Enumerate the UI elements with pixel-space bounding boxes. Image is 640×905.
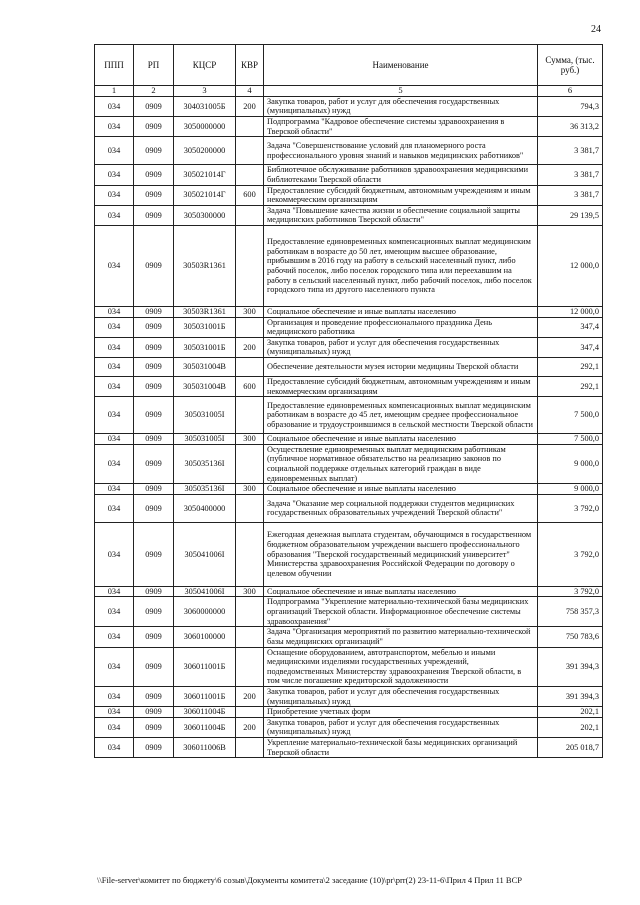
cell-kvr bbox=[236, 317, 264, 337]
cell-rp: 0909 bbox=[134, 225, 174, 306]
cell-ppp: 034 bbox=[95, 306, 134, 317]
cell-kvr: 300 bbox=[236, 484, 264, 495]
cell-ppp: 034 bbox=[95, 686, 134, 706]
cell-kvr: 600 bbox=[236, 377, 264, 397]
cell-rp: 0909 bbox=[134, 117, 174, 137]
table-row bbox=[95, 185, 603, 205]
cell-name: Социальное обеспечение и иные выплаты населению bbox=[264, 586, 538, 597]
cell-rp: 0909 bbox=[134, 165, 174, 185]
table-row bbox=[95, 717, 603, 737]
cell-rp: 0909 bbox=[134, 96, 174, 116]
cell-ppp: 034 bbox=[95, 586, 134, 597]
cell-sum: 292,1 bbox=[538, 377, 603, 397]
cell-sum: 202,1 bbox=[538, 707, 603, 718]
cell-ppp: 034 bbox=[95, 165, 134, 185]
cell-kcsr: 305035136I bbox=[174, 484, 236, 495]
cell-name: Социальное обеспечение и иные выплаты населению bbox=[264, 306, 538, 317]
cell-rp: 0909 bbox=[134, 434, 174, 445]
cell-kvr: 200 bbox=[236, 96, 264, 116]
cell-kcsr: 306011001Б bbox=[174, 686, 236, 706]
cell-kcsr: 306011006В bbox=[174, 738, 236, 758]
cell-sum: 205 018,7 bbox=[538, 738, 603, 758]
cell-rp: 0909 bbox=[134, 717, 174, 737]
header-ppp: ППП bbox=[95, 45, 134, 86]
cell-kcsr: 305031005I bbox=[174, 397, 236, 434]
cell-kcsr: 305031004В bbox=[174, 377, 236, 397]
cell-name: Закупка товаров, работ и услуг для обеспечения государственных (муниципальных) нужд bbox=[264, 96, 538, 116]
cell-ppp: 034 bbox=[95, 707, 134, 718]
cell-kcsr: 30503R1361 bbox=[174, 225, 236, 306]
page-number: 24 bbox=[591, 24, 601, 35]
column-number: 3 bbox=[174, 86, 236, 97]
cell-kvr bbox=[236, 738, 264, 758]
cell-rp: 0909 bbox=[134, 137, 174, 165]
table-body bbox=[95, 96, 603, 757]
cell-kvr: 200 bbox=[236, 337, 264, 357]
cell-name: Ежегодная денежная выплата студентам, обучающимся в государственном бюджетном образовательном учреждении высшего профессионального образования "Тверской государственный медицинский университет" Министерства здравоохранения Российской Федерации по договору о целевом обучении bbox=[264, 522, 538, 586]
cell-name: Задача "Повышение качества жизни и обеспечение социальной защиты медицинских работников Тверской области" bbox=[264, 205, 538, 225]
cell-kvr bbox=[236, 397, 264, 434]
table-row bbox=[95, 686, 603, 706]
table-row bbox=[95, 647, 603, 686]
cell-kcsr: 305035136I bbox=[174, 444, 236, 483]
cell-name: Укрепление материально-технической базы медицинских организаций Тверской области bbox=[264, 738, 538, 758]
table-row bbox=[95, 522, 603, 586]
cell-kcsr: 306011001Б bbox=[174, 647, 236, 686]
cell-sum: 3 381,7 bbox=[538, 185, 603, 205]
cell-kcsr: 3060100000 bbox=[174, 627, 236, 647]
table-row bbox=[95, 96, 603, 116]
cell-ppp: 034 bbox=[95, 738, 134, 758]
cell-ppp: 034 bbox=[95, 225, 134, 306]
cell-kcsr: 306011004Б bbox=[174, 707, 236, 718]
table-row bbox=[95, 117, 603, 137]
cell-rp: 0909 bbox=[134, 205, 174, 225]
cell-rp: 0909 bbox=[134, 317, 174, 337]
cell-kvr: 300 bbox=[236, 306, 264, 317]
header-kcsr: КЦСР bbox=[174, 45, 236, 86]
table-row bbox=[95, 205, 603, 225]
cell-ppp: 034 bbox=[95, 358, 134, 377]
cell-kcsr: 30503R1361 bbox=[174, 306, 236, 317]
cell-kvr bbox=[236, 137, 264, 165]
cell-rp: 0909 bbox=[134, 306, 174, 317]
cell-name: Закупка товаров, работ и услуг для обеспечения государственных (муниципальных) нужд bbox=[264, 717, 538, 737]
cell-name: Задача "Совершенствование условий для планомерного роста профессионального уровня знаний и навыков медицинских работников" bbox=[264, 137, 538, 165]
cell-sum: 292,1 bbox=[538, 358, 603, 377]
cell-kvr bbox=[236, 165, 264, 185]
cell-name: Социальное обеспечение и иные выплаты населению bbox=[264, 484, 538, 495]
cell-rp: 0909 bbox=[134, 738, 174, 758]
table-row bbox=[95, 317, 603, 337]
table-row bbox=[95, 597, 603, 627]
cell-sum: 9 000,0 bbox=[538, 484, 603, 495]
table-row bbox=[95, 738, 603, 758]
cell-kvr: 600 bbox=[236, 185, 264, 205]
cell-name: Задача "Организация мероприятий по развитию материально-технической базы медицинских организаций" bbox=[264, 627, 538, 647]
cell-rp: 0909 bbox=[134, 377, 174, 397]
table-row bbox=[95, 337, 603, 357]
cell-ppp: 034 bbox=[95, 494, 134, 522]
cell-sum: 758 357,3 bbox=[538, 597, 603, 627]
table-row bbox=[95, 137, 603, 165]
table-row bbox=[95, 225, 603, 306]
cell-sum: 347,4 bbox=[538, 337, 603, 357]
cell-kvr bbox=[236, 522, 264, 586]
cell-ppp: 034 bbox=[95, 717, 134, 737]
cell-sum: 202,1 bbox=[538, 717, 603, 737]
file-path-footer: \\File-server\комитет по бюджету\6 созыв\Документы комитета\2 заседание (10)\pr\prr(2) 23-11-6\Прил 4 Прил 11 ВСР bbox=[97, 875, 522, 885]
column-number: 4 bbox=[236, 86, 264, 97]
cell-name: Закупка товаров, работ и услуг для обеспечения государственных (муниципальных) нужд bbox=[264, 337, 538, 357]
budget-table bbox=[94, 44, 603, 758]
header-kvr: КВР bbox=[236, 45, 264, 86]
cell-kcsr: 305041006I bbox=[174, 522, 236, 586]
cell-rp: 0909 bbox=[134, 397, 174, 434]
cell-ppp: 034 bbox=[95, 205, 134, 225]
cell-kcsr: 305031004В bbox=[174, 358, 236, 377]
cell-kcsr: 305031001Б bbox=[174, 337, 236, 357]
cell-kcsr: 3060000000 bbox=[174, 597, 236, 627]
cell-kvr bbox=[236, 358, 264, 377]
cell-kcsr: 305021014Г bbox=[174, 185, 236, 205]
table-row bbox=[95, 484, 603, 495]
cell-sum: 794,3 bbox=[538, 96, 603, 116]
cell-ppp: 034 bbox=[95, 627, 134, 647]
cell-ppp: 034 bbox=[95, 522, 134, 586]
cell-rp: 0909 bbox=[134, 444, 174, 483]
cell-name: Закупка товаров, работ и услуг для обеспечения государственных (муниципальных) нужд bbox=[264, 686, 538, 706]
cell-kcsr: 305031001Б bbox=[174, 317, 236, 337]
cell-kcsr: 3050300000 bbox=[174, 205, 236, 225]
cell-rp: 0909 bbox=[134, 686, 174, 706]
cell-rp: 0909 bbox=[134, 494, 174, 522]
table-row bbox=[95, 306, 603, 317]
header-sum: Сумма, (тыс. руб.) bbox=[538, 45, 603, 86]
cell-kvr bbox=[236, 647, 264, 686]
cell-name: Социальное обеспечение и иные выплаты населению bbox=[264, 434, 538, 445]
cell-kcsr: 304031005Б bbox=[174, 96, 236, 116]
cell-ppp: 034 bbox=[95, 444, 134, 483]
table-row bbox=[95, 397, 603, 434]
cell-ppp: 034 bbox=[95, 317, 134, 337]
cell-name: Предоставление единовременных компенсационных выплат медицинским работникам в возрасте до 50 лет, имеющим высшее образование, прибывшим в 2016 году на работу в сельский населенный пункт, либо рабочий поселок, либо поселок городского типа или переехавшим на работу в сельский населенный пункт, либо рабочий поселок, либо поселок городского типа из другого населенного пункта bbox=[264, 225, 538, 306]
cell-rp: 0909 bbox=[134, 358, 174, 377]
cell-sum: 12 000,0 bbox=[538, 306, 603, 317]
cell-kvr: 300 bbox=[236, 434, 264, 445]
cell-kvr bbox=[236, 117, 264, 137]
cell-sum: 29 139,5 bbox=[538, 205, 603, 225]
cell-kcsr: 305021014Г bbox=[174, 165, 236, 185]
cell-rp: 0909 bbox=[134, 522, 174, 586]
column-numbers-row bbox=[95, 86, 603, 97]
cell-sum: 391 394,3 bbox=[538, 647, 603, 686]
cell-ppp: 034 bbox=[95, 647, 134, 686]
column-number: 5 bbox=[264, 86, 538, 97]
column-number: 2 bbox=[134, 86, 174, 97]
cell-ppp: 034 bbox=[95, 96, 134, 116]
cell-kcsr: 306011004Б bbox=[174, 717, 236, 737]
cell-sum: 12 000,0 bbox=[538, 225, 603, 306]
cell-name: Библиотечное обслуживание работников здравоохранения медицинскими библиотеками Тверской области bbox=[264, 165, 538, 185]
table-row bbox=[95, 434, 603, 445]
cell-kvr: 200 bbox=[236, 717, 264, 737]
cell-name: Организация и проведение профессионального праздника День медицинского работника bbox=[264, 317, 538, 337]
cell-ppp: 034 bbox=[95, 377, 134, 397]
table-row bbox=[95, 377, 603, 397]
column-number: 6 bbox=[538, 86, 603, 97]
cell-kvr bbox=[236, 494, 264, 522]
cell-kvr: 200 bbox=[236, 686, 264, 706]
cell-sum: 9 000,0 bbox=[538, 444, 603, 483]
table-row bbox=[95, 627, 603, 647]
column-number: 1 bbox=[95, 86, 134, 97]
cell-kvr: 300 bbox=[236, 586, 264, 597]
cell-kcsr: 3050200000 bbox=[174, 137, 236, 165]
cell-kvr bbox=[236, 597, 264, 627]
cell-kvr bbox=[236, 707, 264, 718]
table-row bbox=[95, 165, 603, 185]
cell-sum: 347,4 bbox=[538, 317, 603, 337]
header-rp: РП bbox=[134, 45, 174, 86]
cell-name: Предоставление субсидий бюджетным, автономным учреждениям и иным некоммерческим организациям bbox=[264, 377, 538, 397]
cell-kvr bbox=[236, 627, 264, 647]
cell-kcsr: 3050000000 bbox=[174, 117, 236, 137]
cell-ppp: 034 bbox=[95, 337, 134, 357]
cell-name: Предоставление субсидий бюджетным, автономным учреждениям и иным некоммерческим организациям bbox=[264, 185, 538, 205]
cell-ppp: 034 bbox=[95, 117, 134, 137]
cell-rp: 0909 bbox=[134, 337, 174, 357]
cell-name: Задача "Оказание мер социальной поддержки студентов медицинских государственных образовательных учреждений Тверской области" bbox=[264, 494, 538, 522]
cell-name: Предоставление единовременных компенсационных выплат медицинским работникам в возрасте до 45 лет, имеющим среднее профессиональное образование и трудоустроившимся в сельской местности Тверской области bbox=[264, 397, 538, 434]
table-header-row bbox=[95, 45, 603, 86]
cell-ppp: 034 bbox=[95, 397, 134, 434]
cell-kcsr: 3050400000 bbox=[174, 494, 236, 522]
cell-rp: 0909 bbox=[134, 597, 174, 627]
table-row bbox=[95, 494, 603, 522]
cell-rp: 0909 bbox=[134, 185, 174, 205]
cell-rp: 0909 bbox=[134, 647, 174, 686]
cell-ppp: 034 bbox=[95, 185, 134, 205]
table-row bbox=[95, 444, 603, 483]
cell-name: Обеспечение деятельности музея истории медицины Тверской области bbox=[264, 358, 538, 377]
cell-sum: 3 792,0 bbox=[538, 494, 603, 522]
table-row bbox=[95, 586, 603, 597]
cell-name: Подпрограмма "Кадровое обеспечение системы здравоохранения в Тверской области" bbox=[264, 117, 538, 137]
cell-sum: 391 394,3 bbox=[538, 686, 603, 706]
cell-sum: 3 381,7 bbox=[538, 137, 603, 165]
cell-kvr bbox=[236, 205, 264, 225]
cell-sum: 3 792,0 bbox=[538, 522, 603, 586]
header-name: Наименование bbox=[264, 45, 538, 86]
cell-name: Приобретение учетных форм bbox=[264, 707, 538, 718]
cell-rp: 0909 bbox=[134, 484, 174, 495]
cell-name: Оснащение оборудованием, автотранспортом, мебелью и иными медицинскими изделиями государственных учреждений, подведомственных Министерству здравоохранения Тверской области, в том числе погашение кредиторской задолженности bbox=[264, 647, 538, 686]
cell-sum: 7 500,0 bbox=[538, 397, 603, 434]
cell-ppp: 034 bbox=[95, 434, 134, 445]
cell-ppp: 034 bbox=[95, 137, 134, 165]
cell-ppp: 034 bbox=[95, 597, 134, 627]
table-row bbox=[95, 358, 603, 377]
cell-rp: 0909 bbox=[134, 586, 174, 597]
cell-sum: 3 792,0 bbox=[538, 586, 603, 597]
cell-sum: 36 313,2 bbox=[538, 117, 603, 137]
cell-name: Осуществление единовременных выплат медицинским работникам (публичное нормативное обязательство на реализацию законов по социальной поддержке отдельных категорий граждан в виде единовременных выплат) bbox=[264, 444, 538, 483]
cell-sum: 3 381,7 bbox=[538, 165, 603, 185]
cell-rp: 0909 bbox=[134, 707, 174, 718]
table-row bbox=[95, 707, 603, 718]
cell-kcsr: 305031005I bbox=[174, 434, 236, 445]
cell-sum: 7 500,0 bbox=[538, 434, 603, 445]
cell-kcsr: 305041006I bbox=[174, 586, 236, 597]
cell-name: Подпрограмма "Укрепление материально-технической базы медицинских организаций Тверской области. Информационное обеспечение системы здравоохранения" bbox=[264, 597, 538, 627]
cell-sum: 750 783,6 bbox=[538, 627, 603, 647]
cell-kvr bbox=[236, 444, 264, 483]
cell-ppp: 034 bbox=[95, 484, 134, 495]
cell-rp: 0909 bbox=[134, 627, 174, 647]
cell-kvr bbox=[236, 225, 264, 306]
